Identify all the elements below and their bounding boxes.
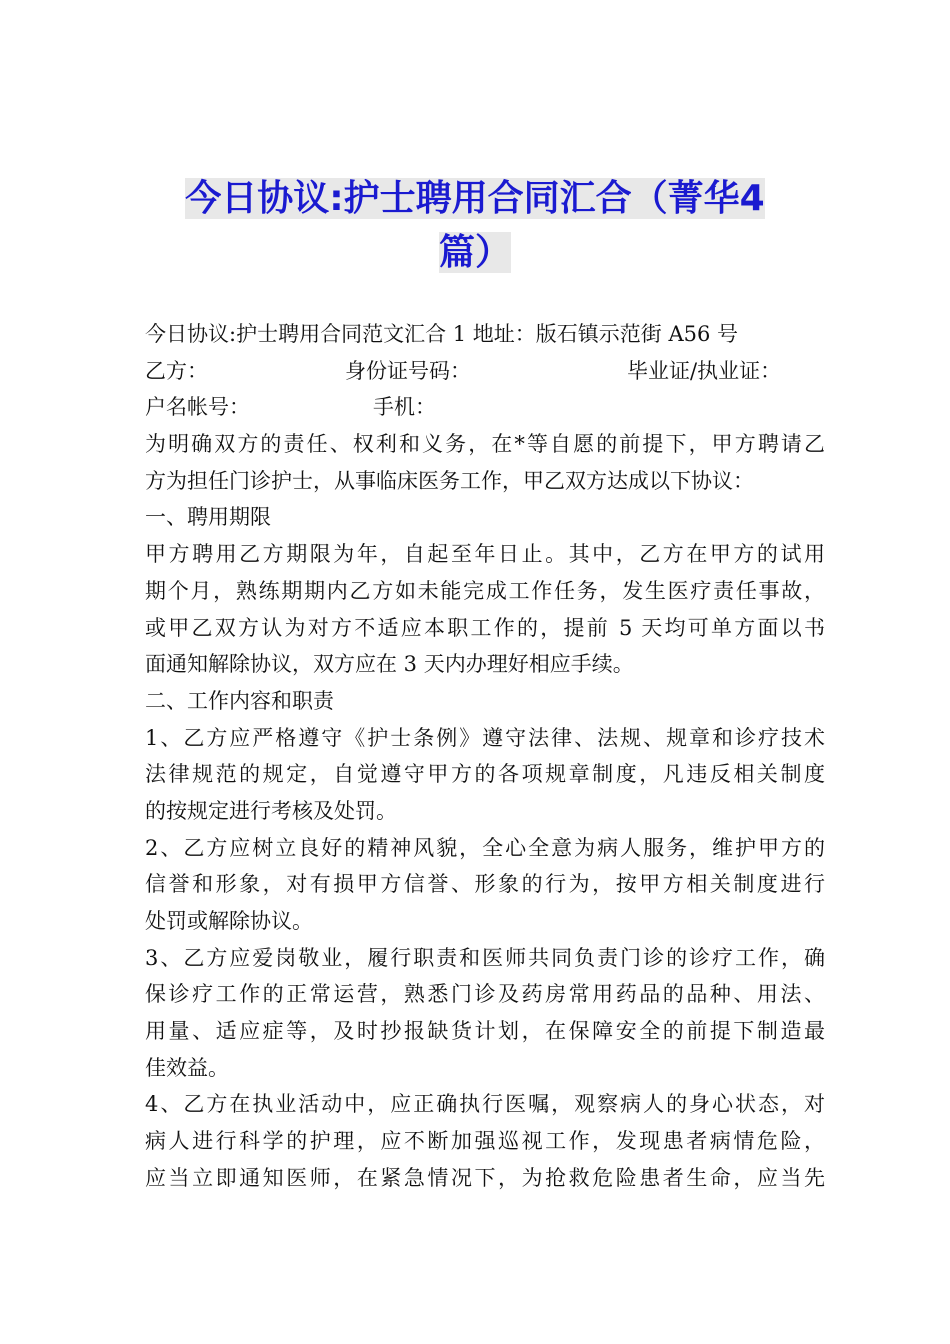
- paragraph-line: 1、乙方应严格遵守《护士条例》遵守法律、法规、规章和诊疗技术: [145, 725, 825, 750]
- paragraph-line: 3、乙方应爱岗敬业，履行职责和医师共同负责门诊的诊疗工作，确: [145, 945, 825, 970]
- phone-label: 手机：: [373, 395, 436, 420]
- paragraph-line: 面通知解除协议，双方应在 3 天内办理好相应手续。: [145, 652, 634, 677]
- paragraph-line: 用量、适应症等，及时抄报缺货计划，在保障安全的前提下制造最: [145, 1019, 825, 1044]
- party-fields-row-1: [145, 353, 825, 390]
- paragraph-line: 处罚或解除协议。: [145, 909, 313, 933]
- title-line-2: 篇）: [438, 232, 511, 273]
- id-number-label: 身份证号码：: [345, 358, 471, 383]
- account-label: 户名帐号：: [145, 395, 250, 420]
- paragraph-line: 信誉和形象，对有损甲方信誉、形象的行为，按甲方相关制度进行: [145, 872, 825, 897]
- party-b-label: 乙方：: [145, 358, 208, 383]
- section-heading: 二、工作内容和职责: [145, 688, 334, 713]
- paragraph-line: 为明确双方的责任、权利和义务，在*等自愿的前提下，甲方聘请乙: [145, 432, 825, 457]
- paragraph-line: 法律规范的规定，自觉遵守甲方的各项规章制度，凡违反相关制度: [145, 762, 825, 787]
- paragraph-line: 2、乙方应树立良好的精神风貌，全心全意为病人服务，维护甲方的: [145, 835, 825, 860]
- header-line: 今日协议:护士聘用合同范文汇合 1 地址：版石镇示范街 A56 号: [145, 322, 739, 346]
- paragraph-line: 病人进行科学的护理，应不断加强巡视工作，发现患者病情危险，: [145, 1129, 825, 1154]
- party-fields-row-2: [145, 389, 825, 426]
- paragraph-line: 应当立即通知医师，在紧急情况下，为抢救危险患者生命，应当先: [145, 1165, 825, 1190]
- paragraph-line: 期个月，熟练期期内乙方如未能完成工作任务，发生医疗责任事故，: [145, 578, 825, 603]
- license-label: 毕业证/执业证：: [627, 358, 782, 383]
- document-body: [145, 316, 825, 1197]
- paragraph-line: 或甲乙双方认为对方不适应本职工作的，提前 5 天均可单方面以书: [145, 615, 825, 640]
- paragraph-line: 方为担任门诊护士，从事临床医务工作，甲乙双方达成以下协议：: [145, 468, 754, 493]
- section-heading: 一、聘用期限: [145, 505, 271, 530]
- paragraph-line: 的按规定进行考核及处罚。: [145, 798, 397, 823]
- paragraph-line: 4、乙方在执业活动中，应正确执行医嘱，观察病人的身心状态，对: [145, 1092, 825, 1117]
- title-line-1: 今日协议:护士聘用合同汇合（菁华4: [185, 178, 765, 219]
- paragraph-line: 甲方聘用乙方期限为年，自起至年日止。其中，乙方在甲方的试用: [145, 542, 825, 567]
- paragraph-line: 保诊疗工作的正常运营，熟悉门诊及药房常用药品的品种、用法、: [145, 982, 825, 1007]
- paragraph-line: 佳效益。: [145, 1055, 229, 1080]
- document-title: [100, 172, 850, 280]
